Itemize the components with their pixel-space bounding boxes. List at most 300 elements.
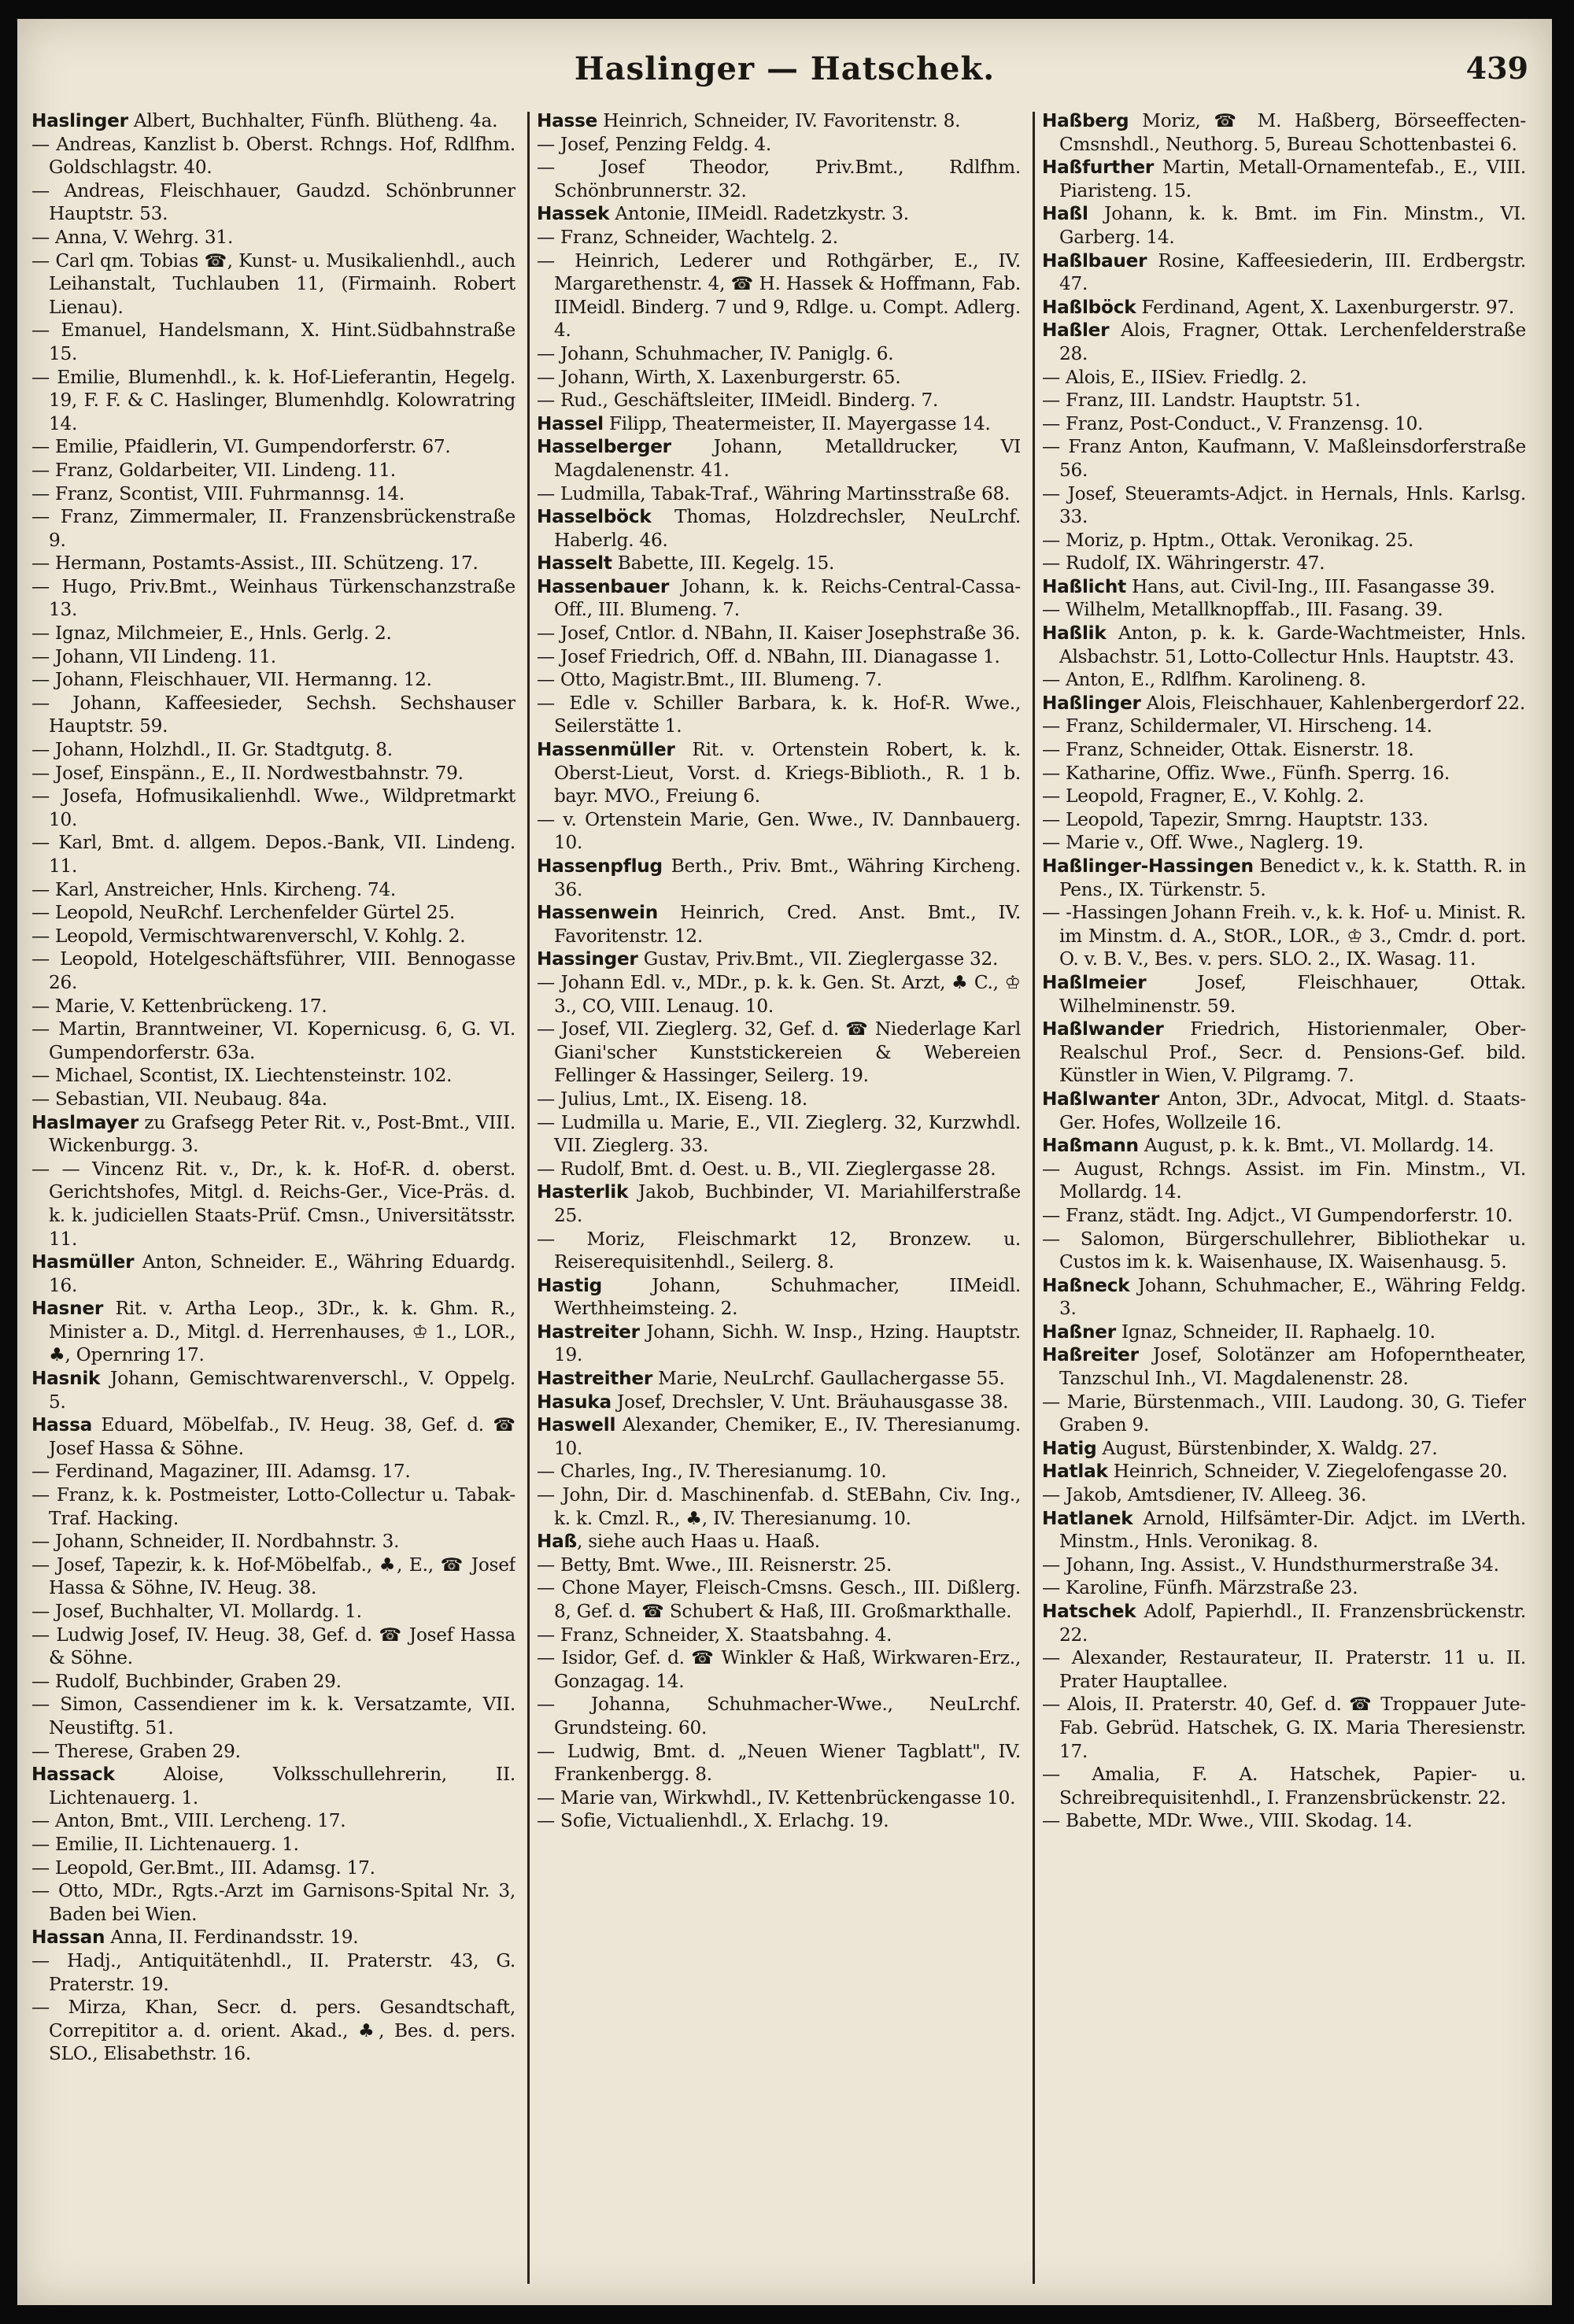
entry-text: Johann, Sichh. W. Insp., Hzing. Hauptstr. 19.: [554, 1321, 1021, 1366]
entry-text: Hans, aut. Civil-Ing., III. Fasangasse 39.: [1125, 575, 1495, 597]
entry-text: Johann, Schuhmacher, IIMeidl. Werthheimsteing. 2.: [554, 1274, 1021, 1320]
directory-entry: [31, 435, 515, 459]
entry-text: — Marie v., Off. Wwe., Naglerg. 19.: [1042, 832, 1364, 854]
entry-text: Alois, Fleischhauer, Kahlenbergerdorf 22.: [1140, 692, 1526, 714]
entry-text: — August, Rchngs. Assist. im Fin. Minstm., VI. Mollardg. 14.: [1042, 1158, 1526, 1203]
directory-entry: [31, 1088, 515, 1111]
directory-entry: [537, 1018, 1021, 1088]
directory-entry: [537, 342, 1021, 366]
directory-entry: [1042, 552, 1526, 575]
entry-text: Johann, Gemischtwarenverschl., V. Oppelg. 5.: [49, 1368, 515, 1413]
directory-entry: [537, 109, 1021, 133]
directory-entry: [31, 109, 515, 133]
entry-surname: Hassack: [31, 1764, 115, 1786]
directory-entry: [537, 1624, 1021, 1647]
directory-entry: [537, 1158, 1021, 1181]
directory-entry: [1042, 1228, 1526, 1274]
directory-entry: [31, 1763, 515, 1809]
directory-entry: [537, 133, 1021, 157]
entry-text: zu Grafsegg Peter Rit. v., Post-Bmt., VIII. Wickenburgg. 3.: [49, 1111, 515, 1157]
directory-entry: [537, 622, 1021, 645]
entry-text: — Karl, Bmt. d. allgem. Depos.-Bank, VII. Lindeng. 11.: [31, 832, 515, 877]
entry-text: — Franz, Scontist, VIII. Fuhrmannsg. 14.: [31, 482, 405, 504]
entry-text: Alois, Fragner, Ottak. Lerchenfelderstraße 28.: [1059, 320, 1526, 364]
entry-text: Gustav, Priv.Bmt., VII. Zieglergasse 32.: [637, 948, 999, 970]
entry-text: — Ludmilla u. Marie, E., VII. Zieglerg. 32, Kurzwhdl. VII. Zieglerg. 33.: [537, 1111, 1021, 1157]
entry-text: Marie, NeuLrchf. Gaullachergasse 55.: [652, 1368, 1005, 1390]
directory-entry: [31, 831, 515, 878]
entry-text: — Josef, Einspänn., E., II. Nordwestbahnstr. 79.: [31, 762, 464, 784]
entry-text: — Franz, Schneider, Wachtelg. 2.: [537, 226, 838, 248]
directory-entry: [31, 925, 515, 948]
entry-text: — Josef Friedrich, Off. d. NBahn, III. Dianagasse 1.: [537, 645, 1000, 667]
entry-text: Friedrich, Historienmaler, Ober-Realschul Prof., Secr. d. Pensions-Gef. bild. Künstler in Wien, V. Pilgramg. 7.: [1059, 1018, 1526, 1087]
entry-text: Heinrich, Schneider, V. Ziegelofengasse 20.: [1107, 1461, 1508, 1483]
directory-entry: [537, 1786, 1021, 1810]
directory-entry: [537, 1367, 1021, 1391]
entry-text: — Ludwig Josef, IV. Heug. 38, Gef. d. ☎ Josef Hassa & Söhne.: [31, 1624, 515, 1669]
directory-entry: [1042, 389, 1526, 412]
entry-text: — Anton, E., Rdlfhm. Karolineng. 8.: [1042, 669, 1366, 691]
directory-entry: [537, 1321, 1021, 1367]
directory-entry: [31, 668, 515, 692]
entry-text: — Leopold, Fragner, E., V. Kohlg. 2.: [1042, 785, 1365, 807]
entry-surname: Haslmayer: [31, 1111, 139, 1133]
directory-entry: [1042, 529, 1526, 552]
entry-text: — Leopold, Tapezir, Smrng. Hauptstr. 133.: [1042, 808, 1428, 830]
directory-entry: [1042, 412, 1526, 436]
directory-entry: [537, 1809, 1021, 1833]
directory-entry: [537, 435, 1021, 482]
entry-text: — Chone Mayer, Fleisch-Cmsns. Gesch., III. Dißlerg. 8, Gef. d. ☎ Schubert & Haß, III. Großmarkthalle.: [537, 1577, 1021, 1622]
entry-text: — Martin, Branntweiner, VI. Kopernicusg. 6, G. VI. Gumpendorferstr. 63a.: [31, 1018, 515, 1063]
entry-surname: Hassinger: [537, 948, 638, 970]
directory-entry: [31, 1483, 515, 1530]
entry-surname: Hasse: [537, 110, 598, 131]
directory-entry: [31, 575, 515, 622]
entry-text: — Leopold, Hotelgeschäftsführer, VIII. Bennogasse 26.: [31, 948, 515, 993]
entry-text: — Moriz, Fleischmarkt 12, Bronzew. u. Reiserequisitenhdl., Seilerg. 8.: [537, 1228, 1021, 1273]
entry-text: — Johann Edl. v., MDr., p. k. k. Gen. St. Arzt, ♣ C., ♔ 3., CO, VIII. Lenaug. 10.: [537, 971, 1021, 1017]
entry-text: — Josefa, Hofmusikalienhdl. Wwe., Wildpretmarkt 10.: [31, 785, 515, 830]
directory-entry: [1042, 738, 1526, 762]
entry-text: — -Hassingen Johann Freih. v., k. k. Hof- u. Minist. R. im Minstm. d. A., StOR., LOR., ♔ 3., Cmdr. d. port. O. v. B. V., Bes. v. pers. SLO. 2., IX. Wasag. 11.: [1042, 902, 1526, 970]
entry-text: — Ferdinand, Magaziner, III. Adamsg. 17.: [31, 1461, 411, 1483]
entry-text: — — Vincenz Rit. v., Dr., k. k. Hof-R. d. oberst. Gerichtshofes, Mitgl. d. Reichs-Ger., Vice-Präs. d. k. k. judiciellen Staats-Prüf. Cmsn., Universitätsstr. 11.: [31, 1158, 515, 1250]
entry-text: Ferdinand, Agent, X. Laxenburgerstr. 97.: [1136, 296, 1515, 318]
entry-surname: Hasuka: [537, 1391, 611, 1413]
entry-text: — Leopold, NeuRchf. Lerchenfelder Gürtel 25.: [31, 902, 456, 924]
directory-entry: [1042, 366, 1526, 390]
directory-entry: [1042, 855, 1526, 901]
column-rule: [1033, 112, 1035, 2284]
directory-entry: [1042, 296, 1526, 320]
directory-entry: [31, 226, 515, 249]
directory-entry: [31, 1740, 515, 1764]
directory-entry: [31, 1857, 515, 1880]
entry-surname: Hasselböck: [537, 506, 652, 528]
directory-entry: [537, 1530, 1021, 1554]
entry-text: Josef, Solotänzer am Hofoperntheater, Tanzschul Inh., VI. Magdalenenstr. 28.: [1059, 1344, 1526, 1390]
entry-text: — Franz Anton, Kaufmann, V. Maßleinsdorferstraße 56.: [1042, 436, 1526, 481]
entry-surname: Hatig: [1042, 1437, 1097, 1459]
entry-text: — Franz, III. Landstr. Hauptstr. 51.: [1042, 390, 1361, 412]
entry-text: Martin, Metall-Ornamentefab., E., VIII. Piaristeng. 15.: [1059, 157, 1526, 201]
entry-text: — Johanna, Schuhmacher-Wwe., NeuLrchf. Grundsteing. 60.: [537, 1694, 1021, 1738]
directory-entry: [537, 1483, 1021, 1530]
directory-entry: [537, 808, 1021, 855]
entry-surname: Hassel: [537, 412, 604, 434]
entry-surname: Hastig: [537, 1274, 602, 1296]
directory-entry: [31, 1111, 515, 1158]
directory-entry: [1042, 1507, 1526, 1554]
directory-entry: [1042, 319, 1526, 365]
entry-surname: Haß: [537, 1531, 577, 1553]
entry-text: Babette, III. Kegelg. 15.: [611, 552, 835, 575]
directory-entry: [537, 1274, 1021, 1321]
directory-entry: [31, 948, 515, 994]
directory-entry: [1042, 575, 1526, 599]
entry-surname: Haslinger: [31, 110, 128, 131]
column-2: [537, 109, 1021, 2289]
directory-entry: [31, 1693, 515, 1739]
directory-entry: [31, 1064, 515, 1088]
directory-entry: [31, 1996, 515, 2066]
entry-text: August, p. k. k. Bmt., VI. Mollardg. 14.: [1138, 1135, 1495, 1157]
entry-text: — Carl qm. Tobias ☎, Kunst- u. Musikalienhdl., auch Leihanstalt, Tuchlauben 11, (Firmainh. Robert Lienau).: [31, 249, 515, 318]
entry-text: Josef, Fleischhauer, Ottak. Wilhelminenstr. 59.: [1059, 971, 1526, 1017]
entry-text: — Ludmilla, Tabak-Traf., Währing Martinsstraße 68.: [537, 482, 1011, 504]
directory-entry: [1042, 692, 1526, 715]
directory-entry: [31, 1809, 515, 1833]
entry-surname: Haßlinger-Hassingen: [1042, 855, 1254, 877]
entry-text: — Therese, Graben 29.: [31, 1740, 241, 1762]
entry-surname: Hasner: [31, 1298, 104, 1320]
entry-text: Heinrich, Schneider, IV. Favoritenstr. 8.: [597, 110, 961, 131]
entry-text: — Johann, VII Lindeng. 11.: [31, 645, 276, 667]
entry-text: Thomas, Holzdrechsler, NeuLrchf. Haberlg. 46.: [554, 506, 1021, 551]
entry-text: — Sebastian, VII. Neubaug. 84a.: [31, 1088, 327, 1110]
entry-text: — Andreas, Fleischhauer, Gaudzd. Schönbrunner Hauptstr. 53.: [31, 179, 515, 225]
directory-entry: [31, 1949, 515, 1996]
directory-entry: [31, 459, 515, 482]
page-header: [17, 50, 1552, 105]
entry-surname: Hatschek: [1042, 1601, 1136, 1622]
directory-entry: [537, 412, 1021, 436]
entry-surname: Haßlicht: [1042, 575, 1126, 597]
directory-entry: [31, 878, 515, 902]
directory-entry: [1042, 762, 1526, 785]
directory-entry: [31, 1554, 515, 1600]
entry-text: — Salomon, Bürgerschullehrer, Bibliothekar u. Custos im k. k. Waisenhause, IX. Waisenhausg. 5.: [1042, 1228, 1526, 1273]
directory-entry: [1042, 156, 1526, 202]
entry-text: — Leopold, Ger.Bmt., III. Adamsg. 17.: [31, 1857, 375, 1879]
directory-entry: [1042, 1158, 1526, 1204]
directory-entry: [537, 389, 1021, 412]
entry-text: Anton, Schneider. E., Währing Eduardg. 16.: [49, 1251, 515, 1296]
entry-text: Benedict v., k. k. Statth. R. in Pens., IX. Türkenstr. 5.: [1059, 855, 1526, 900]
entry-surname: Hassa: [31, 1414, 93, 1436]
directory-entry: [537, 552, 1021, 575]
entry-surname: Haßfurther: [1042, 157, 1155, 179]
directory-entry: [537, 1460, 1021, 1483]
directory-entry: [1042, 249, 1526, 296]
entry-text: Johann, k. k. Reichs-Central-Cassa-Off., III. Blumeng. 7.: [554, 575, 1021, 621]
entry-text: — Ignaz, Milchmeier, E., Hnls. Gerlg. 2.: [31, 623, 392, 645]
entry-surname: Haßner: [1042, 1321, 1116, 1343]
directory-entry: [31, 1926, 515, 1949]
entry-surname: Hasmüller: [31, 1251, 135, 1273]
column-3: [1042, 109, 1526, 2289]
entry-text: — Marie van, Wirkwhdl., IV. Kettenbrückengasse 10.: [537, 1786, 1016, 1809]
directory-entry: [537, 1391, 1021, 1414]
directory-entry: [31, 179, 515, 226]
entry-text: — Johann, Kaffeesieder, Sechsh. Sechshauser Hauptstr. 59.: [31, 692, 515, 737]
entry-surname: Hastreiter: [537, 1321, 640, 1343]
directory-entry: [31, 552, 515, 575]
directory-entry: [31, 738, 515, 762]
directory-entry: [31, 1624, 515, 1670]
directory-entry: [31, 1367, 515, 1413]
entry-text: — Johann, Schneider, II. Nordbahnstr. 3.: [31, 1531, 400, 1553]
entry-text: — Marie, V. Kettenbrückeng. 17.: [31, 995, 327, 1017]
entry-surname: Hatlanek: [1042, 1507, 1133, 1529]
entry-text: — Marie, Bürstenmach., VIII. Laudong. 30, G. Tiefer Graben 9.: [1042, 1391, 1526, 1436]
entry-text: Rit. v. Artha Leop., 3Dr., k. k. Ghm. R., Minister a. D., Mitgl. d. Herrenhauses, ♔ 1., LOR., ♣, Opernring 17.: [49, 1298, 515, 1366]
directory-entry: [31, 1251, 515, 1297]
entry-surname: Hatlak: [1042, 1461, 1108, 1483]
entry-text: — Isidor, Gef. d. ☎ Winkler & Haß, Wirkwaren-Erz., Gonzagag. 14.: [537, 1647, 1021, 1692]
directory-entry: [31, 645, 515, 669]
directory-entry: [1042, 971, 1526, 1018]
entry-surname: Haßneck: [1042, 1274, 1130, 1296]
entry-surname: Hassenwein: [537, 902, 658, 924]
directory-entry: [1042, 1204, 1526, 1228]
directory-entry: [31, 505, 515, 552]
directory-entry: [1042, 435, 1526, 482]
entry-text: August, Bürstenbinder, X. Waldg. 27.: [1096, 1437, 1438, 1459]
directory-entry: [1042, 1391, 1526, 1437]
entry-text: — Rudolf, Bmt. d. Oest. u. B., VII. Zieglergasse 28.: [537, 1158, 996, 1180]
directory-entry: [31, 366, 515, 436]
entry-surname: Haßberg: [1042, 110, 1129, 131]
directory-entry: [1042, 1088, 1526, 1134]
entry-text: Moriz, ☎ M. Haßberg, Börseeffecten-Cmsnshdl., Neuthorg. 5, Bureau Schottenbastei 6.: [1059, 110, 1526, 155]
entry-surname: Haßlböck: [1042, 296, 1136, 318]
entry-text: — Josef Theodor, Priv.Bmt., Rdlfhm. Schönbrunnerstr. 32.: [537, 157, 1021, 201]
directory-entry: [31, 1600, 515, 1624]
directory-entry: [537, 692, 1021, 738]
entry-text: — Rudolf, IX. Währingerstr. 47.: [1042, 552, 1325, 575]
entry-text: — Johann, Schuhmacher, IV. Paniglg. 6.: [537, 342, 894, 364]
entry-text: — Otto, MDr., Rgts.-Arzt im Garnisons-Spital Nr. 3, Baden bei Wien.: [31, 1880, 515, 1925]
column-rule: [527, 112, 530, 2284]
directory-entry: [31, 319, 515, 365]
entry-text: — v. Ortenstein Marie, Gen. Wwe., IV. Dannbauerg. 10.: [537, 808, 1021, 854]
entry-surname: Haßlik: [1042, 623, 1107, 645]
directory-entry: [537, 1693, 1021, 1739]
entry-text: — Amalia, F. A. Hatschek, Papier- u. Schreibrequisitenhdl., I. Franzensbrückenstr. 22.: [1042, 1764, 1526, 1809]
directory-entry: [537, 226, 1021, 249]
entry-surname: Hassek: [537, 203, 610, 225]
directory-entry: [31, 1670, 515, 1694]
directory-entry: [537, 971, 1021, 1018]
directory-entry: [31, 1018, 515, 1064]
directory-entry: [1042, 1693, 1526, 1763]
entry-text: — Heinrich, Lederer und Rothgärber, E., IV. Margarethenstr. 4, ☎ H. Hassek & Hoffmann, Fab. IIMeidl. Binderg. 7 und 9, Rdlge. u. Compt. Adlerg. 4.: [537, 249, 1021, 342]
directory-entry: [1042, 715, 1526, 738]
directory-entry: [1042, 1483, 1526, 1507]
entry-text: — Franz, Schildermaler, VI. Hirscheng. 14.: [1042, 715, 1432, 737]
directory-entry: [537, 1111, 1021, 1158]
directory-entry: [31, 1297, 515, 1367]
directory-entry: [31, 1158, 515, 1251]
directory-entry: [537, 1576, 1021, 1623]
entry-text: — Johann, Fleischhauer, VII. Hermanng. 12.: [31, 669, 432, 691]
entry-surname: Hasterlik: [537, 1181, 629, 1203]
entry-text: — Edle v. Schiller Barbara, k. k. Hof-R. Wwe., Seilerstätte 1.: [537, 692, 1021, 737]
entry-surname: Haßmann: [1042, 1135, 1139, 1157]
directory-entry: [1042, 109, 1526, 156]
entry-text: — Babette, MDr. Wwe., VIII. Skodag. 14.: [1042, 1810, 1413, 1832]
entry-surname: Haßlbauer: [1042, 249, 1147, 272]
entry-text: — Simon, Cassendiener im k. k. Versatzamte, VII. Neustiftg. 51.: [31, 1694, 515, 1738]
entry-text: — Franz, Schneider, Ottak. Eisnerstr. 18.: [1042, 739, 1414, 761]
entry-surname: Hassenbauer: [537, 575, 670, 597]
directory-entry: [537, 482, 1021, 506]
directory-entry: [31, 1413, 515, 1460]
directory-entry: [1042, 785, 1526, 808]
entry-text: — Ludwig, Bmt. d. „Neuen Wiener Tagblatt", IV. Frankenbergg. 8.: [537, 1740, 1021, 1786]
entry-text: — Josef, Buchhalter, VI. Mollardg. 1.: [31, 1601, 362, 1622]
page-number: 439: [1465, 50, 1528, 86]
directory-entry: [1042, 1576, 1526, 1600]
entry-text: — Wilhelm, Metallknopffab., III. Fasang. 39.: [1042, 599, 1443, 621]
entry-text: — Katharine, Offiz. Wwe., Fünfh. Sperrg. 16.: [1042, 762, 1450, 784]
directory-entry: [537, 948, 1021, 971]
entry-text: Josef, Drechsler, V. Unt. Bräuhausgasse 38.: [611, 1391, 1009, 1413]
entry-text: — Alexander, Restaurateur, II. Praterstr. 11 u. II. Prater Hauptallee.: [1042, 1647, 1526, 1692]
entry-text: Eduard, Möbelfab., IV. Heug. 38, Gef. d. ☎ Josef Hassa & Söhne.: [49, 1414, 515, 1459]
directory-entry: [1042, 482, 1526, 529]
directory-entry: [1042, 901, 1526, 971]
directory-entry: [1042, 831, 1526, 855]
entry-text: — Sofie, Victualienhdl., X. Erlachg. 19.: [537, 1810, 889, 1832]
directory-entry: [31, 901, 515, 925]
directory-entry: [1042, 1437, 1526, 1461]
entry-text: — Jakob, Amtsdiener, IV. Alleeg. 36.: [1042, 1484, 1367, 1506]
directory-entry: [537, 645, 1021, 669]
entry-text: — Anton, Bmt., VIII. Lercheng. 17.: [31, 1810, 346, 1832]
entry-text: Ignaz, Schneider, II. Raphaelg. 10.: [1115, 1321, 1435, 1343]
entry-text: — Franz, Schneider, X. Staatsbahng. 4.: [537, 1624, 892, 1646]
entry-text: Alexander, Chemiker, E., IV. Theresianumg. 10.: [554, 1414, 1021, 1459]
directory-entry: [537, 1180, 1021, 1227]
entry-text: — Julius, Lmt., IX. Eiseng. 18.: [537, 1088, 808, 1110]
entry-text: — Karoline, Fünfh. Märzstraße 23.: [1042, 1577, 1358, 1599]
entry-text: — Emanuel, Handelsmann, X. Hint.Südbahnstraße 15.: [31, 320, 515, 364]
entry-surname: Haswell: [537, 1414, 616, 1436]
entry-text: — Josef, Penzing Feldg. 4.: [537, 133, 771, 155]
entry-text: — Andreas, Kanzlist b. Oberst. Rchngs. Hof, Rdlfhm. Goldschlagstr. 40.: [31, 133, 515, 179]
entry-surname: Haßler: [1042, 320, 1110, 342]
entry-text: — Johann, Wirth, X. Laxenburgerstr. 65.: [537, 366, 901, 388]
directory-entry: [31, 133, 515, 179]
entry-text: Aloise, Volksschullehrerin, II. Lichtenauerg. 1.: [49, 1764, 515, 1809]
entry-surname: Haßlwanter: [1042, 1088, 1159, 1110]
directory-entry: [1042, 668, 1526, 692]
directory-entry: [537, 668, 1021, 692]
entry-surname: Hasselt: [537, 552, 612, 575]
directory-entry: [537, 1646, 1021, 1693]
entry-text: Johann, Schuhmacher, E., Währing Feldg. 3.: [1059, 1274, 1526, 1320]
directory-entry: [1042, 1554, 1526, 1577]
entry-text: — Franz, städt. Ing. Adjct., VI Gumpendorferstr. 10.: [1042, 1204, 1513, 1226]
directory-entry: [1042, 1343, 1526, 1390]
directory-entry: [537, 1228, 1021, 1274]
directory-entry: [537, 202, 1021, 226]
entry-text: — Karl, Anstreicher, Hnls. Kircheng. 74.: [31, 878, 397, 900]
entry-text: Albert, Buchhalter, Fünfh. Blütheng. 4a.: [127, 110, 498, 131]
directory-entry: [537, 1554, 1021, 1577]
entry-text: — Hermann, Postamts-Assist., III. Schützeng. 17.: [31, 552, 478, 575]
entry-surname: Haßlwander: [1042, 1018, 1164, 1040]
directory-entry: [1042, 1274, 1526, 1321]
directory-entry: [1042, 598, 1526, 622]
entry-text: — Josef, Steueramts-Adjct. in Hernals, Hnls. Karlsg. 33.: [1042, 482, 1526, 528]
entry-surname: Hasselberger: [537, 436, 671, 458]
entry-surname: Haßl: [1042, 203, 1088, 225]
entry-text: — Emilie, Blumenhdl., k. k. Hof-Lieferantin, Hegelg. 19, F. F. & C. Haslinger, Blumenhdlg. Kolowratring 14.: [31, 366, 515, 434]
entry-text: Antonie, IIMeidl. Radetzkystr. 3.: [609, 203, 909, 225]
running-title: Haslinger — Hatschek.: [574, 50, 996, 87]
entry-text: Jakob, Buchbinder, VI. Mariahilferstraße 25.: [554, 1181, 1021, 1226]
entry-text: Filipp, Theatermeister, II. Mayergasse 14.: [603, 412, 991, 434]
directory-entry: [1042, 1809, 1526, 1833]
entry-text: — Moriz, p. Hptm., Ottak. Veronikag. 25.: [1042, 529, 1414, 551]
directory-page: [17, 19, 1552, 2305]
directory-entry: [537, 855, 1021, 901]
entry-text: Rosine, Kaffeesiederin, III. Erdbergstr. 47.: [1059, 249, 1526, 295]
directory-entry: [31, 622, 515, 645]
entry-text: Johann, Metalldrucker, VI Magdalenenstr. 41.: [554, 436, 1021, 481]
directory-entry: [31, 762, 515, 785]
directory-entry: [31, 1879, 515, 1926]
entry-surname: Haßlmeier: [1042, 971, 1147, 993]
entry-text: — Michael, Scontist, IX. Liechtensteinstr. 102.: [31, 1065, 453, 1087]
entry-surname: Haßreiter: [1042, 1344, 1139, 1366]
directory-entry: [31, 1530, 515, 1554]
entry-text: Berth., Priv. Bmt., Währing Kircheng. 36.: [554, 855, 1021, 900]
entry-surname: Hastreither: [537, 1368, 653, 1390]
directory-entry: [537, 1088, 1021, 1111]
entry-text: — Franz, k. k. Postmeister, Lotto-Collectur u. Tabak-Traf. Hacking.: [31, 1484, 515, 1529]
directory-entry: [31, 249, 515, 320]
directory-entry: [31, 785, 515, 831]
directory-entry: [1042, 202, 1526, 249]
directory-entry: [1042, 1321, 1526, 1344]
entry-text: — John, Dir. d. Maschinenfab. d. StEBahn, Civ. Ing., k. k. Cmzl. R., ♣, IV. Theresianumg. 10.: [537, 1484, 1021, 1529]
directory-entry: [1042, 1600, 1526, 1646]
directory-entry: [1042, 1134, 1526, 1158]
entry-text: — Franz, Post-Conduct., V. Franzensg. 10.: [1042, 412, 1424, 434]
entry-text: — Alois, E., IISiev. Friedlg. 2.: [1042, 366, 1307, 388]
entry-text: — Hugo, Priv.Bmt., Weinhaus Türkenschanzstraße 13.: [31, 575, 515, 621]
directory-entry: [1042, 1460, 1526, 1483]
directory-entry: [1042, 808, 1526, 832]
entry-text: — Otto, Magistr.Bmt., III. Blumeng. 7.: [537, 669, 882, 691]
entry-surname: Hassenmüller: [537, 739, 675, 761]
